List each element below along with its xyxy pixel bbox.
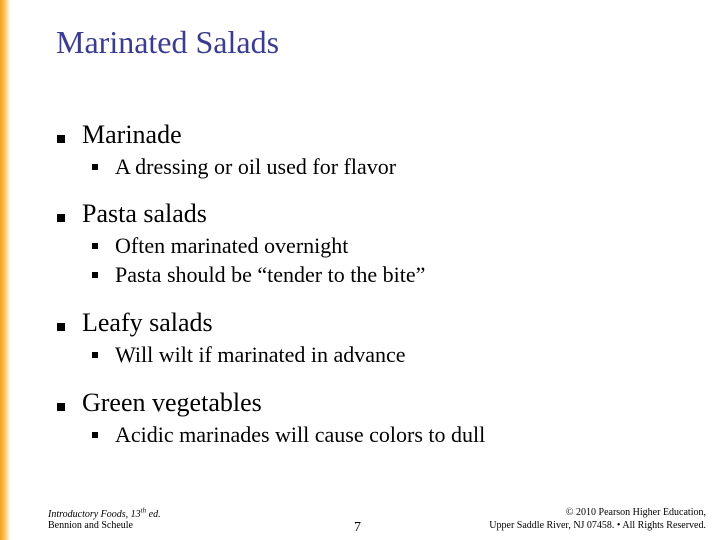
footer-book-title: Introductory Foods, 13th ed. [48,506,161,520]
sub-bullet-marinade-definition: A dressing or oil used for flavor [115,154,397,179]
bullet-marker-icon [57,323,65,331]
sub-bullet-marker-icon [92,243,98,249]
bullet-pasta-salads: Pasta salads [82,199,207,228]
page-number: 7 [354,520,361,535]
sub-bullet-marinated-overnight: Often marinated overnight [115,233,349,258]
copyright-line-2: Upper Saddle River, NJ 07458. • All Rights Reserved. [489,520,706,531]
bullet-marinade: Marinade [82,120,182,149]
copyright-line-1: © 2010 Pearson Higher Education, [565,507,706,518]
sub-bullet-marker-icon [92,432,98,438]
sub-bullet-acidic-marinades: Acidic marinades will cause colors to dull [115,422,486,447]
bullet-marker-icon [57,403,65,411]
bullet-leafy-salads: Leafy salads [82,308,213,337]
sub-bullet-tender-to-bite: Pasta should be “tender to the bite” [115,262,426,287]
left-accent-bar [0,0,10,540]
sub-bullet-marker-icon [92,352,98,358]
sub-bullet-wilt: Will wilt if marinated in advance [115,342,406,367]
bullet-marker-icon [57,214,65,222]
footer-authors: Bennion and Scheule [48,520,133,531]
bullet-green-vegetables: Green vegetables [82,388,262,417]
sub-bullet-marker-icon [92,272,98,278]
slide-title: Marinated Salads [56,24,280,60]
footer-copyright [489,506,706,532]
sub-bullet-marker-icon [92,164,98,170]
bullet-marker-icon [57,135,65,143]
